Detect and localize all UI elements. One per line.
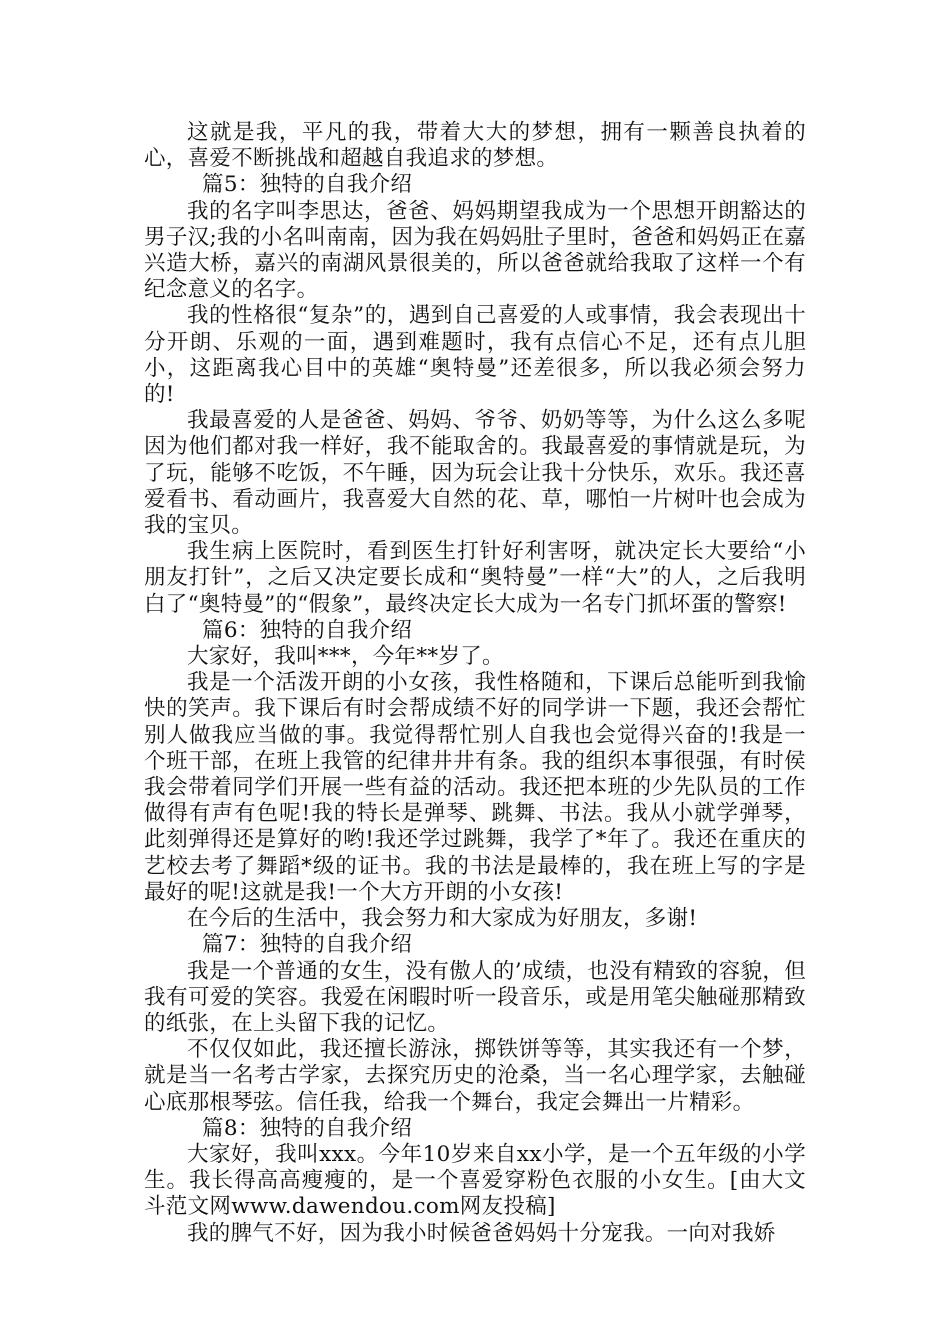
paragraph: 我生病上医院时，看到医生打针好利害呀，就决定长大要给“小朋友打针”，之后又决定要长成和“奥特曼”一样“大”的人，之后我明白了“奥特曼”的“假象”，最终决定长大成为一名专门抓坏蛋的警察! <box>144 539 806 617</box>
section-heading: 篇5：独特的自我介绍 <box>202 172 413 198</box>
paragraph: 我的脾气不好，因为我小时候爸爸妈妈十分宠我。一向对我娇 <box>187 1220 776 1246</box>
section-heading: 篇7：独特的自我介绍 <box>202 932 413 958</box>
paragraph: 我是一个活泼开朗的小女孩，我性格随和，下课后总能听到我愉快的笑声。我下课后有时会帮成绩不好的同学讲一下题，我还会帮忙别人做我应当做的事。我觉得帮忙别人自我也会觉得兴奋的!我是一个班干部，在班上我管的纪律井井有条。我的组织本事很强，有时侯我会带着同学们开展一些有益的活动。我还把本班的少先队员的工作做得有声有色呢!我的特长是弹琴、跳舞、书法。我从小就学弹琴，此刻弹得还是算好的哟!我还学过跳舞，我学了*年了。我还在重庆的艺校去考了舞蹈*级的证书。我的书法是最棒的，我在班上写的字是最好的呢!这就是我!一个大方开朗的小女孩! <box>144 670 806 905</box>
paragraph: 我最喜爱的人是爸爸、妈妈、爷爷、奶奶等等，为什么这么多呢因为他们都对我一样好，我不能取舍的。我最喜爱的事情就是玩，为了玩，能够不吃饭，不午睡，因为玩会让我十分快乐，欢乐。我还喜爱看书、看动画片，我喜爱大自然的花、草，哪怕一片树叶也会成为我的宝贝。 <box>144 408 806 539</box>
paragraph: 不仅仅如此，我还擅长游泳，掷铁饼等等，其实我还有一个梦，就是当一名考古学家，去探究历史的沧桑，当一名心理学家，去触碰心底那根琴弦。信任我，给我一个舞台，我定会舞出一片精彩。 <box>144 1037 806 1115</box>
section-heading: 篇6：独特的自我介绍 <box>202 617 413 643</box>
paragraph: 我的性格很“复杂”的，遇到自己喜爱的人或事情，我会表现出十分开朗、乐观的一面，遇到难题时，我有点信心不足，还有点儿胆小，这距离我心目中的英雄“奥特曼”还差很多，所以我必须会努力的! <box>144 303 806 408</box>
paragraph: 我是一个普通的女生，没有傲人的’成绩，也没有精致的容貌，但我有可爱的笑容。我爱在闲暇时听一段音乐，或是用笔尖触碰那精致的纸张，在上头留下我的记忆。 <box>144 958 806 1036</box>
paragraph: 大家好，我叫xxx。今年10岁来自xx小学，是一个五年级的小学生。我长得高高瘦瘦的，是一个喜爱穿粉色衣服的小女生。[由大文斗范文网www.dawendou.com网友投稿] <box>144 1141 806 1220</box>
paragraph: 在今后的生活中，我会努力和大家成为好朋友，多谢! <box>187 906 698 932</box>
paragraph: 这就是我，平凡的我，带着大大的梦想，拥有一颗善良执着的心，喜爱不断挑战和超越自我追求的梦想。 <box>144 120 806 172</box>
section-heading: 篇8：独特的自我介绍 <box>202 1115 413 1141</box>
document-body <box>144 120 806 1247</box>
paragraph: 我的名字叫李思达，爸爸、妈妈期望我成为一个思想开朗豁达的男子汉;我的小名叫南南，因为我在妈妈肚子里时，爸爸和妈妈正在嘉兴造大桥，嘉兴的南湖风景很美的，所以爸爸就给我取了这样一个有纪念意义的名字。 <box>144 198 806 303</box>
paragraph: 大家好，我叫***，今年**岁了。 <box>187 644 504 670</box>
